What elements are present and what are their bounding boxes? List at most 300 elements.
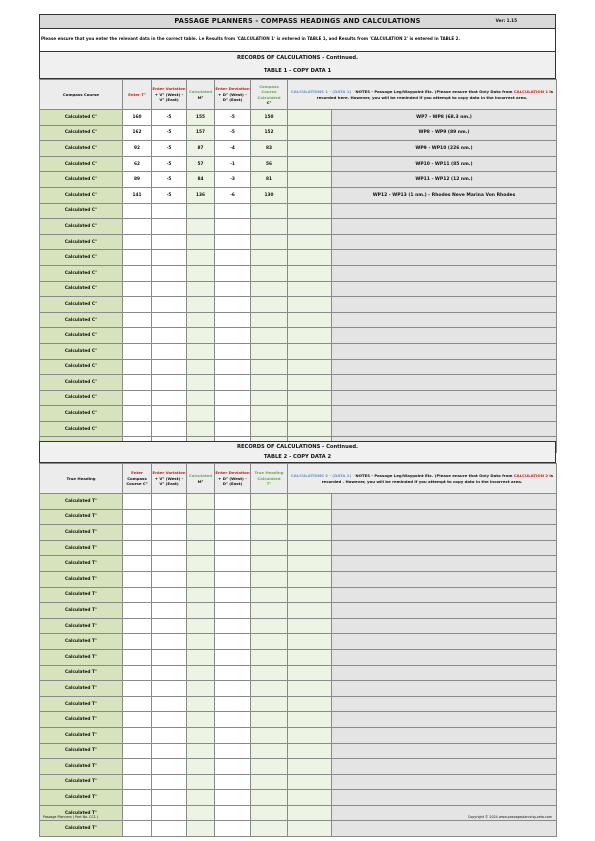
true-course-input[interactable]: 141 (123, 187, 152, 203)
table-row (40, 774, 557, 790)
deviation-input[interactable] (215, 603, 251, 619)
deviation-input[interactable] (215, 343, 251, 359)
m-label: M° (197, 478, 204, 484)
calculation-cell (288, 156, 332, 172)
compass-course-input[interactable] (123, 759, 152, 775)
variation-input[interactable]: -5 (152, 187, 187, 203)
variation-input[interactable] (152, 618, 187, 634)
deviation-input[interactable]: -4 (215, 141, 251, 157)
deviation-input[interactable] (215, 571, 251, 587)
notes-input[interactable] (332, 587, 557, 603)
compass-course-value: 81 (251, 172, 288, 188)
true-course-input[interactable] (123, 406, 152, 422)
table-row (40, 571, 557, 587)
true-course-input[interactable] (123, 250, 152, 266)
deviation-input[interactable] (215, 665, 251, 681)
deviation-input[interactable] (215, 759, 251, 775)
deviation-input[interactable] (215, 265, 251, 281)
notes-input[interactable] (332, 821, 557, 837)
deviation-input[interactable] (215, 509, 251, 525)
variation-input[interactable] (152, 421, 187, 437)
variation-input[interactable] (152, 234, 187, 250)
deviation-input[interactable] (215, 556, 251, 572)
title-bar (39, 14, 556, 29)
notes-input[interactable] (332, 359, 557, 375)
table-row (40, 634, 557, 650)
true-heading-value (251, 727, 288, 743)
notes-input[interactable] (332, 234, 557, 250)
true-course-input[interactable] (123, 297, 152, 313)
compass-course-input[interactable] (123, 556, 152, 572)
row-label: Calculated C° (40, 265, 123, 281)
deviation-rule-label: + D° (West) - D° (East) (218, 91, 247, 103)
magnetic-value (187, 821, 215, 837)
calculation-cell (288, 312, 332, 328)
row-label: Calculated T° (40, 712, 123, 728)
calculation-cell (288, 219, 332, 235)
compass-course-value (251, 219, 288, 235)
variation-input[interactable] (152, 250, 187, 266)
notes-input[interactable]: WP11 - WP12 (12 nm.) (332, 172, 557, 188)
m-label: M° (197, 94, 204, 100)
variation-input[interactable] (152, 727, 187, 743)
deviation-input[interactable] (215, 743, 251, 759)
row-label: Calculated C° (40, 375, 123, 391)
table2-section-title: RECORDS OF CALCULATIONS - Continued. (236, 444, 359, 450)
notes-input[interactable] (332, 790, 557, 806)
table-row (40, 587, 557, 603)
notes-text-b: is recorded . However, you will be reminded if you attempt to copy data in the incorrect area. (321, 473, 554, 484)
deviation-input[interactable] (215, 712, 251, 728)
variation-input[interactable] (152, 790, 187, 806)
variation-input[interactable] (152, 312, 187, 328)
deviation-input[interactable] (215, 203, 251, 219)
table-row (40, 790, 557, 806)
variation-input[interactable] (152, 390, 187, 406)
row-label: Calculated C° (40, 141, 123, 157)
variation-input[interactable] (152, 759, 187, 775)
compass-course-input[interactable] (123, 494, 152, 510)
true-course-input[interactable] (123, 234, 152, 250)
row-label: Calculated T° (40, 509, 123, 525)
magnetic-value (187, 603, 215, 619)
compass-course-value (251, 343, 288, 359)
deviation-enter-label: Enter Deviation (215, 86, 250, 92)
true-heading-value (251, 681, 288, 697)
table2-body (40, 494, 557, 837)
notes-text-a: NOTES - Passage Leg/Waypoint Etc. (Please ensure that Only Data from (355, 473, 513, 479)
true-course-input[interactable] (123, 390, 152, 406)
notes-input[interactable] (332, 525, 557, 541)
variation-input[interactable] (152, 696, 187, 712)
deviation-input[interactable] (215, 805, 251, 821)
notes-input[interactable] (332, 312, 557, 328)
row-label: Calculated T° (40, 790, 123, 806)
variation-input[interactable] (152, 509, 187, 525)
variation-input[interactable]: -5 (152, 125, 187, 141)
enter-label: Enter (131, 470, 143, 476)
notes-input[interactable] (332, 250, 557, 266)
table-row (40, 281, 557, 297)
variation-input[interactable] (152, 281, 187, 297)
compass-course-input[interactable] (123, 821, 152, 837)
calculation-cell (288, 571, 332, 587)
table-row (40, 665, 557, 681)
table-row (40, 328, 557, 344)
compass-course-value: 56 (251, 156, 288, 172)
deviation-input[interactable] (215, 790, 251, 806)
true-course-input[interactable]: 160 (123, 110, 152, 126)
magnetic-value (187, 696, 215, 712)
table-row (40, 203, 557, 219)
true-course-input[interactable] (123, 421, 152, 437)
row-label: Calculated C° (40, 281, 123, 297)
variation-input[interactable] (152, 774, 187, 790)
compass-course-input[interactable] (123, 696, 152, 712)
notes-input[interactable] (332, 540, 557, 556)
true-heading-value (251, 556, 288, 572)
footer-part-number: Passage Planners ( Part No. CC1 ) (43, 815, 99, 819)
true-heading-value (251, 759, 288, 775)
true-course-input[interactable] (123, 328, 152, 344)
deviation-input[interactable] (215, 328, 251, 344)
row-label: Calculated C° (40, 125, 123, 141)
deviation-input[interactable] (215, 234, 251, 250)
deviation-input[interactable] (215, 681, 251, 697)
table-row (40, 187, 557, 203)
variation-input[interactable] (152, 328, 187, 344)
deviation-input[interactable] (215, 494, 251, 510)
compass-course-input[interactable] (123, 587, 152, 603)
col-notes (288, 464, 557, 494)
notes-text-b: is recorded here. However, you will be reminded if you attempt to copy data in the incorrect area. (316, 89, 554, 100)
magnetic-value (187, 759, 215, 775)
notes-input[interactable] (332, 203, 557, 219)
notes-input[interactable]: WP8 - WP9 (89 nm.) (332, 125, 557, 141)
magnetic-value (187, 234, 215, 250)
true-course-input[interactable] (123, 375, 152, 391)
deviation-input[interactable] (215, 774, 251, 790)
true-course-input[interactable] (123, 281, 152, 297)
row-label: Calculated T° (40, 649, 123, 665)
table-row (40, 219, 557, 235)
true-course-input[interactable] (123, 359, 152, 375)
compass-course-input[interactable] (123, 571, 152, 587)
table-row (40, 156, 557, 172)
magnetic-value (187, 328, 215, 344)
true-heading-value (251, 665, 288, 681)
variation-input[interactable] (152, 556, 187, 572)
calculated-label: Calculated (188, 473, 213, 479)
calculation-cell (288, 265, 332, 281)
notes-calc-ref: CALCULATION 2 (513, 473, 549, 479)
compass-course-value (251, 281, 288, 297)
col-deviation (215, 80, 251, 110)
deviation-input[interactable]: -5 (215, 110, 251, 126)
true-course-input[interactable]: 89 (123, 172, 152, 188)
notes-input[interactable] (332, 571, 557, 587)
col-compass-calculated (251, 80, 288, 110)
magnetic-value (187, 634, 215, 650)
notes-input[interactable] (332, 281, 557, 297)
calculation-cell (288, 203, 332, 219)
calculation-cell (288, 556, 332, 572)
calculation-cell (288, 250, 332, 266)
variation-enter-label: Enter Variation (152, 470, 186, 476)
table-row (40, 343, 557, 359)
true-heading-value (251, 774, 288, 790)
magnetic-value (187, 649, 215, 665)
magnetic-value (187, 421, 215, 437)
magnetic-value (187, 681, 215, 697)
variation-input[interactable] (152, 649, 187, 665)
notes-input[interactable] (332, 712, 557, 728)
calculation-cell (288, 649, 332, 665)
deviation-input[interactable] (215, 406, 251, 422)
row-label: Calculated C° (40, 172, 123, 188)
calculation-cell (288, 359, 332, 375)
magnetic-value (187, 219, 215, 235)
calculation-cell (288, 540, 332, 556)
notes-input[interactable] (332, 665, 557, 681)
deviation-input[interactable] (215, 696, 251, 712)
notes-input[interactable] (332, 297, 557, 313)
true-heading-value (251, 712, 288, 728)
true-course-input[interactable] (123, 219, 152, 235)
variation-input[interactable] (152, 665, 187, 681)
variation-input[interactable] (152, 203, 187, 219)
variation-input[interactable] (152, 634, 187, 650)
deviation-input[interactable]: -3 (215, 172, 251, 188)
calculation-cell (288, 110, 332, 126)
compass-course-input[interactable] (123, 603, 152, 619)
compass-calculated-label: Compass Course Calculated (257, 83, 281, 100)
compass-course-input[interactable] (123, 509, 152, 525)
compass-course-input[interactable] (123, 540, 152, 556)
table-row (40, 234, 557, 250)
deviation-input[interactable] (215, 587, 251, 603)
notes-input[interactable] (332, 634, 557, 650)
deviation-input[interactable] (215, 421, 251, 437)
notes-input[interactable] (332, 421, 557, 437)
calculation-cell (288, 525, 332, 541)
notes-input[interactable] (332, 265, 557, 281)
deviation-input[interactable]: -6 (215, 187, 251, 203)
deviation-input[interactable] (215, 821, 251, 837)
calculation-cell (288, 634, 332, 650)
compass-course-input[interactable] (123, 665, 152, 681)
deviation-input[interactable] (215, 312, 251, 328)
variation-input[interactable] (152, 821, 187, 837)
variation-input[interactable]: -5 (152, 156, 187, 172)
magnetic-value (187, 774, 215, 790)
deviation-input[interactable] (215, 540, 251, 556)
variation-input[interactable] (152, 359, 187, 375)
table1 (39, 79, 557, 453)
notes-input[interactable] (332, 219, 557, 235)
variation-input[interactable]: -5 (152, 141, 187, 157)
compass-course-input[interactable] (123, 774, 152, 790)
compass-course-value (251, 297, 288, 313)
notes-input[interactable] (332, 759, 557, 775)
calculation-cell (288, 603, 332, 619)
compass-course-value: 150 (251, 110, 288, 126)
variation-input[interactable]: -5 (152, 172, 187, 188)
row-label: Calculated C° (40, 312, 123, 328)
variation-input[interactable] (152, 805, 187, 821)
notes-input[interactable]: WP10 - WP11 (85 nm.) (332, 156, 557, 172)
calculation-cell (288, 587, 332, 603)
true-course-input[interactable] (123, 343, 152, 359)
table-row (40, 540, 557, 556)
notes-input[interactable] (332, 774, 557, 790)
compass-course-value (251, 390, 288, 406)
deviation-input[interactable] (215, 390, 251, 406)
compass-course-input[interactable] (123, 805, 152, 821)
calculation-cell (288, 805, 332, 821)
notes-input[interactable] (332, 390, 557, 406)
deviation-input[interactable]: -1 (215, 156, 251, 172)
magnetic-value (187, 525, 215, 541)
magnetic-value (187, 203, 215, 219)
compass-course-input[interactable] (123, 649, 152, 665)
notes-input[interactable] (332, 743, 557, 759)
table-row (40, 727, 557, 743)
notes-input[interactable] (332, 343, 557, 359)
variation-input[interactable] (152, 494, 187, 510)
row-label: Calculated T° (40, 681, 123, 697)
notes-input[interactable] (332, 681, 557, 697)
table-row (40, 406, 557, 422)
variation-input[interactable] (152, 343, 187, 359)
true-heading-value (251, 587, 288, 603)
deviation-input[interactable] (215, 649, 251, 665)
deviation-input[interactable] (215, 634, 251, 650)
deviation-input[interactable] (215, 375, 251, 391)
compass-course-input[interactable] (123, 618, 152, 634)
true-course-input[interactable] (123, 312, 152, 328)
compass-course-input[interactable] (123, 681, 152, 697)
table-row (40, 603, 557, 619)
deviation-input[interactable] (215, 618, 251, 634)
notes-input[interactable]: WP9 - WP10 (226 nm.) (332, 141, 557, 157)
variation-input[interactable]: -5 (152, 110, 187, 126)
variation-input[interactable] (152, 712, 187, 728)
true-course-input[interactable]: 62 (123, 156, 152, 172)
table-row (40, 265, 557, 281)
table-row (40, 421, 557, 437)
variation-input[interactable] (152, 603, 187, 619)
table-row (40, 494, 557, 510)
true-heading-value (251, 618, 288, 634)
true-course-input[interactable]: 92 (123, 141, 152, 157)
notes-input[interactable] (332, 328, 557, 344)
notes-input[interactable] (332, 406, 557, 422)
variation-input[interactable] (152, 297, 187, 313)
notes-input[interactable] (332, 618, 557, 634)
compass-course-input[interactable] (123, 743, 152, 759)
table-row (40, 297, 557, 313)
table2-header-row (40, 464, 557, 494)
variation-input[interactable] (152, 406, 187, 422)
calculation-cell (288, 681, 332, 697)
magnetic-value (187, 390, 215, 406)
calculations1-label: CALCULATIONS 1 - (DATA 1) (290, 89, 352, 95)
variation-input[interactable] (152, 265, 187, 281)
deviation-input[interactable] (215, 359, 251, 375)
calculation-cell (288, 328, 332, 344)
variation-input[interactable] (152, 571, 187, 587)
calculation-cell (288, 509, 332, 525)
notes-input[interactable]: WP12 - WP13 (1 nm.) - Rhodes Neve Marina Von Rhodes (332, 187, 557, 203)
notes-input[interactable] (332, 556, 557, 572)
magnetic-value: 136 (187, 187, 215, 203)
notes-input[interactable] (332, 375, 557, 391)
compass-course-input[interactable] (123, 727, 152, 743)
variation-input[interactable] (152, 681, 187, 697)
table-row (40, 649, 557, 665)
compass-course-input[interactable] (123, 790, 152, 806)
notes-calc-ref: CALCULATION 1 (513, 89, 549, 95)
notes-input[interactable] (332, 603, 557, 619)
compass-course-value (251, 328, 288, 344)
magnetic-value (187, 250, 215, 266)
row-label: Calculated T° (40, 774, 123, 790)
row-label: Calculated T° (40, 556, 123, 572)
deviation-input[interactable] (215, 281, 251, 297)
deviation-input[interactable] (215, 727, 251, 743)
true-course-input[interactable] (123, 265, 152, 281)
compass-course-input[interactable] (123, 525, 152, 541)
col-compass-course: Compass Course (40, 80, 123, 110)
notes-input[interactable] (332, 696, 557, 712)
variation-input[interactable] (152, 540, 187, 556)
calculation-cell (288, 743, 332, 759)
variation-input[interactable] (152, 743, 187, 759)
table2 (39, 463, 557, 837)
notes-input[interactable] (332, 509, 557, 525)
row-label: Calculated C° (40, 297, 123, 313)
row-label: Calculated C° (40, 390, 123, 406)
table-row (40, 110, 557, 126)
notes-input[interactable] (332, 649, 557, 665)
true-course-input[interactable] (123, 203, 152, 219)
deviation-input[interactable] (215, 219, 251, 235)
deviation-input[interactable] (215, 250, 251, 266)
deviation-input[interactable] (215, 297, 251, 313)
row-label: Calculated C° (40, 343, 123, 359)
row-label: Calculated C° (40, 156, 123, 172)
variation-input[interactable] (152, 219, 187, 235)
compass-course-input[interactable] (123, 712, 152, 728)
col-calculated-m (187, 464, 215, 494)
notes-input[interactable] (332, 727, 557, 743)
col-notes (288, 80, 557, 110)
true-heading-value (251, 821, 288, 837)
variation-input[interactable] (152, 587, 187, 603)
variation-input[interactable] (152, 525, 187, 541)
true-heading-value (251, 743, 288, 759)
notes-input[interactable] (332, 494, 557, 510)
true-course-input[interactable]: 162 (123, 125, 152, 141)
compass-course-input[interactable] (123, 634, 152, 650)
calculation-cell (288, 343, 332, 359)
deviation-input[interactable]: -5 (215, 125, 251, 141)
variation-input[interactable] (152, 375, 187, 391)
notes-input[interactable]: WP7 - WP8 (68.3 nm.) (332, 110, 557, 126)
compass-course-value (251, 359, 288, 375)
deviation-input[interactable] (215, 525, 251, 541)
